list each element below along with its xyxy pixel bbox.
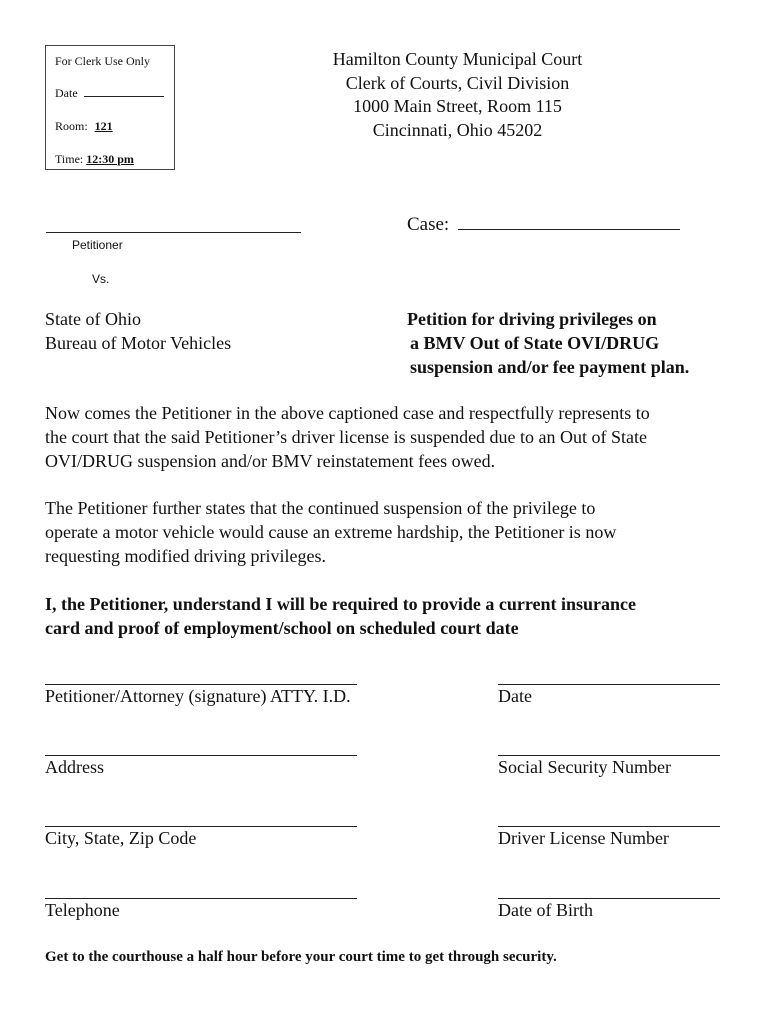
clerk-box-title: For Clerk Use Only: [55, 54, 150, 68]
dob-field[interactable]: [498, 898, 720, 899]
paragraph-1-line-2: the court that the said Petitioner’s driver license is suspended due to an Out of State: [45, 427, 648, 447]
signature-label: Petitioner/Attorney (signature) ATTY. I.D.: [45, 686, 351, 706]
clerk-time-row: [55, 152, 134, 167]
city-state-zip-label: City, State, Zip Code: [45, 828, 197, 848]
paragraph-3-line-1: I, the Petitioner, understand I will be required to provide a current insurance: [45, 594, 637, 614]
footer-note: Get to the courthouse a half hour before your court time to get through security.: [45, 949, 557, 965]
city-state-zip-field[interactable]: [45, 826, 357, 827]
clerk-use-box: [45, 45, 175, 170]
clerk-time-value: 12:30 pm: [86, 152, 134, 166]
address-field[interactable]: [45, 755, 357, 756]
date-label: Date: [498, 686, 532, 706]
telephone-field[interactable]: [45, 898, 357, 899]
respondent-line-1: State of Ohio: [45, 309, 141, 329]
petition-title-line-3: suspension and/or fee payment plan.: [410, 357, 690, 377]
case-row: [407, 214, 680, 236]
clerk-date-label: Date: [55, 86, 78, 100]
case-number-field[interactable]: [458, 229, 680, 230]
driver-license-field[interactable]: [498, 826, 720, 827]
clerk-date-field[interactable]: [84, 96, 164, 97]
clerk-room-row: [55, 119, 113, 134]
ssn-label: Social Security Number: [498, 757, 671, 777]
vs-label: Vs.: [92, 272, 110, 286]
clerk-room-value: 121: [94, 119, 113, 133]
address-label: Address: [45, 757, 104, 777]
clerk-time-label: Time:: [55, 152, 84, 166]
court-street: 1000 Main Street, Room 115: [353, 96, 562, 116]
paragraph-3: [45, 592, 735, 640]
court-division: Clerk of Courts, Civil Division: [345, 72, 570, 93]
court-name: Hamilton County Municipal Court: [332, 49, 583, 69]
petition-title-line-1: Petition for driving privileges on: [407, 309, 657, 329]
petition-title-line-2: a BMV Out of State OVI/DRUG: [410, 333, 660, 353]
case-label: Case:: [407, 214, 450, 235]
date-field[interactable]: [498, 684, 720, 685]
paragraph-1-line-3: OVI/DRUG suspension and/or BMV reinstatement fees owed.: [45, 451, 496, 471]
paragraph-2-line-3: requesting modified driving privileges.: [45, 546, 326, 566]
paragraph-1: [45, 401, 735, 473]
court-header: [300, 48, 615, 142]
telephone-label: Telephone: [45, 900, 120, 920]
paragraph-2-line-2: operate a motor vehicle would cause an extreme hardship, the Petitioner is now: [45, 522, 617, 542]
petitioner-name-field[interactable]: [46, 232, 301, 233]
signature-field[interactable]: [45, 684, 357, 685]
clerk-room-label: Room:: [55, 119, 88, 133]
ssn-field[interactable]: [498, 755, 720, 756]
clerk-date-row: [55, 86, 164, 101]
petition-title: [407, 307, 689, 379]
respondent: [45, 307, 231, 355]
paragraph-2-line-1: The Petitioner further states that the continued suspension of the privilege to: [45, 498, 596, 518]
court-city: Cincinnati, Ohio 45202: [372, 119, 543, 140]
paragraph-1-line-1: Now comes the Petitioner in the above captioned case and respectfully represents to: [45, 403, 650, 423]
paragraph-3-line-2: card and proof of employment/school on scheduled court date: [45, 618, 519, 638]
petitioner-label: Petitioner: [72, 238, 123, 252]
respondent-line-2: Bureau of Motor Vehicles: [45, 333, 232, 353]
paragraph-2: [45, 496, 735, 568]
driver-license-label: Driver License Number: [498, 828, 669, 848]
dob-label: Date of Birth: [498, 900, 593, 920]
